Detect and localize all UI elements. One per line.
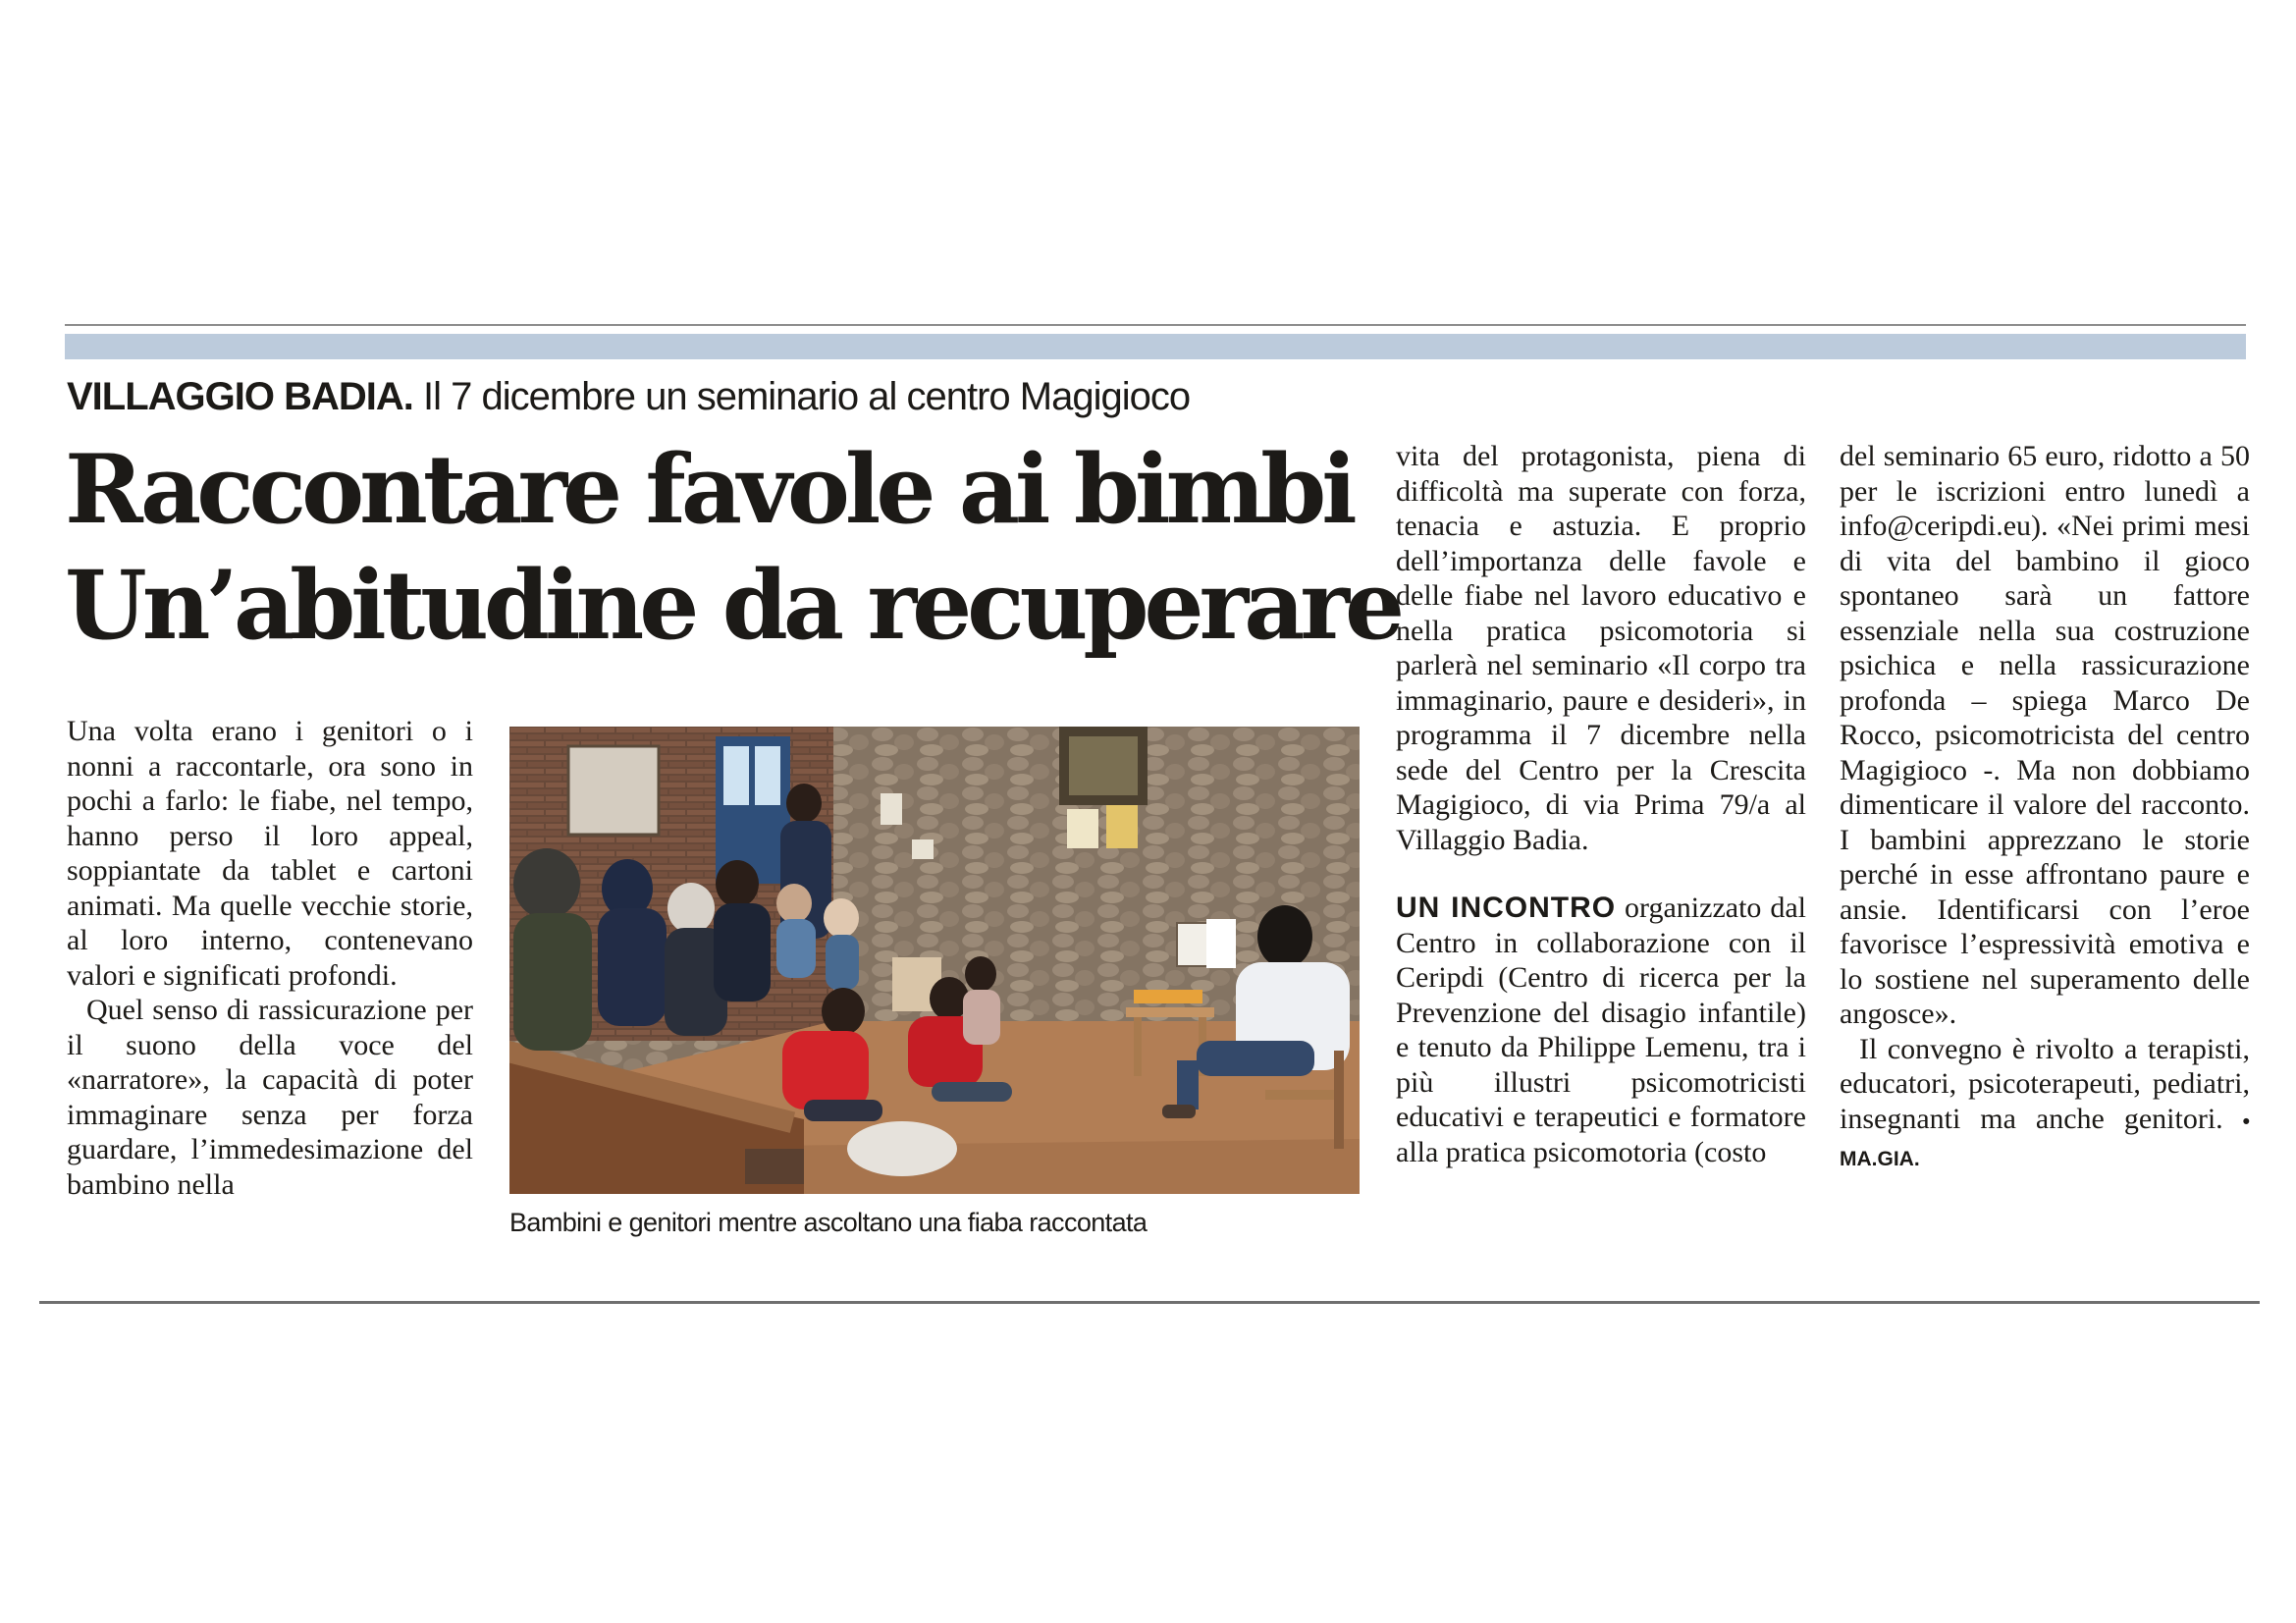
section-lead-in: UN INCONTRO	[1396, 892, 1617, 924]
top-rule	[65, 324, 2246, 326]
headline-line-1: Raccontare favole ai bimbi	[65, 434, 1353, 545]
paragraph	[1840, 1032, 2250, 1177]
paragraph-text: organizzato dal Centro in collaborazione con il Ceripdi (Centro di ricerca per la Prevenzione del disagio infantile) e tenuto da Philippe Lemenu, tra i più illustri psicomotricisti educativi e terapeutici e formatore alla pratica psicomotoria (costo	[1396, 892, 1806, 1168]
headline-line-2: Un’abitudine da recuperare	[65, 550, 1401, 661]
article-column-1	[67, 714, 473, 1202]
paragraph: Una volta erano i genitori o i nonni a raccontarle, ora sono in pochi a farlo: le fiabe, nel tempo, hanno perso il loro appeal, soppiantate da tablet e cartoni animati. Ma quelle vecchie storie, al loro interno, contenevano valori e significati profondi.	[67, 715, 473, 992]
photo-caption: Bambini e genitori mentre ascoltano una fiaba raccontata	[509, 1208, 1148, 1237]
paragraph: Quel senso di rassicurazione per il suono della voce del «narratore», la capacità di poter immaginare senza per forza guardare, l’immedesimazione del bambino nella	[67, 994, 473, 1201]
article-column-4	[1840, 439, 2250, 1177]
bottom-rule	[39, 1301, 2260, 1304]
paragraph	[1396, 891, 1806, 1169]
headline	[65, 432, 1401, 664]
article-photo	[509, 727, 1360, 1194]
paragraph: vita del protagonista, piena di difficoltà ma superate con forza, tenacia e astuzia. E proprio dell’importanza delle favole e delle fiabe nel lavoro educativo e nella pratica psicomotoria si parlerà nel seminario «Il corpo tra immaginario, paure e desideri», in programma il 7 dicembre nella sede del Centro per la Crescita Magigioco, di via Prima 79/a al Villaggio Badia.	[1396, 440, 1806, 856]
paragraph: del seminario 65 euro, ridotto a 50 per le iscrizioni entro lunedì a info@ceripdi.eu). «Nei primi mesi di vita del bambino il gioco spontaneo sarà un fattore essenziale nella sua costruzione psichica e nella rassicurazione profonda – spiega Marco De Rocco, psicomotricista del centro Magigioco -. Ma non dobbiamo dimenticare il valore del racconto. I bambini apprezzano le storie perché in esse affrontano paure e ansie. Identificarsi con l’eroe favorisce l’espressività emotiva e lo sostiene nel superamento delle angosce».	[1840, 440, 2250, 1030]
author-signature: • MA.GIA.	[1840, 1109, 2251, 1170]
kicker-location: VILLAGGIO BADIA.	[67, 375, 413, 418]
section-color-band	[65, 334, 2246, 359]
kicker-subtitle: Il 7 dicembre un seminario al centro Magigioco	[423, 375, 1191, 418]
article-column-3	[1396, 439, 1806, 1169]
kicker	[67, 373, 1190, 420]
photo-storytelling-room	[509, 727, 1360, 1194]
paragraph-text: Il convegno è rivolto a terapisti, educatori, psicoterapeuti, pediatri, insegnanti ma anche genitori.	[1840, 1032, 2250, 1135]
